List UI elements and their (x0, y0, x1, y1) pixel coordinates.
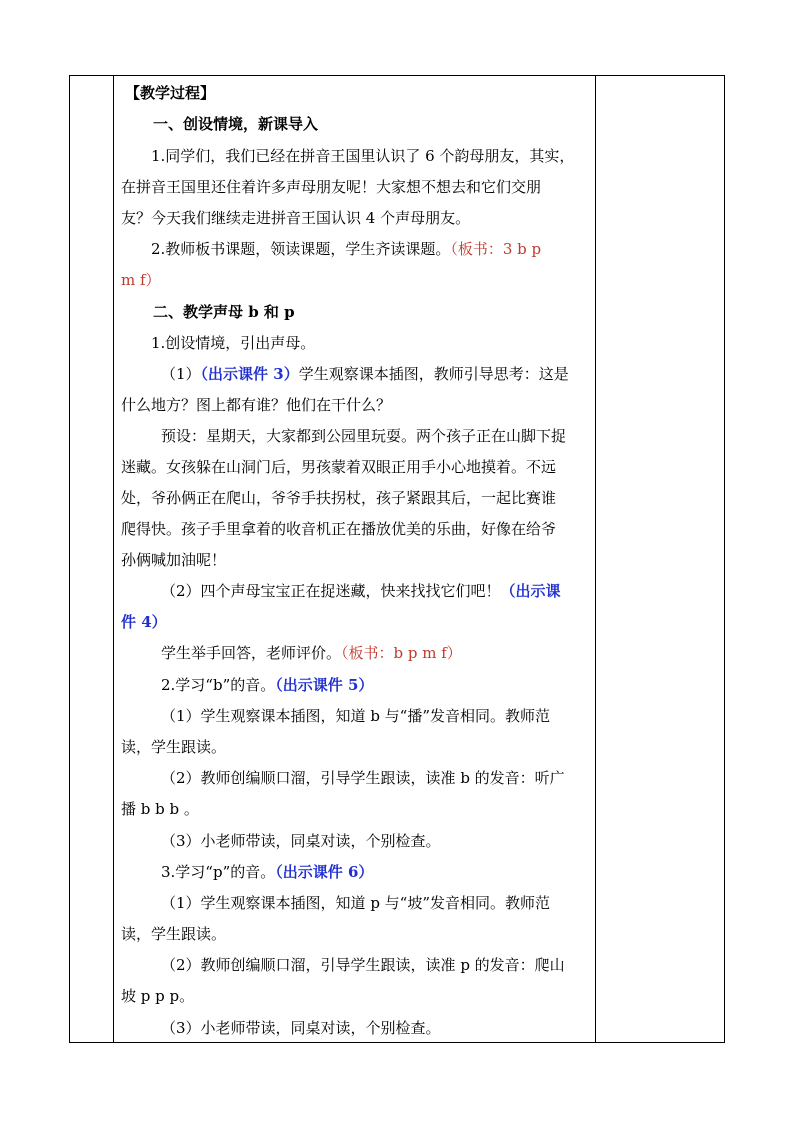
paragraph-line: 在拼音王国里还住着许多声母朋友呢！大家想不想去和它们交朋 (121, 178, 542, 196)
step-title (161, 675, 373, 695)
heading-intro: 一、创设情境，新课导入 (153, 115, 319, 133)
column-divider-left (113, 76, 114, 1042)
paragraph-text: 学生观察课本插图，教师引导思考：这是 (298, 365, 569, 383)
paragraph-line: 坡 p p p。 (121, 987, 195, 1005)
paragraph-line: 孙俩喊加油呢！ (121, 551, 227, 569)
paragraph-line: 读，学生跟读。 (121, 925, 227, 943)
board-note: （板书：b p m f） (341, 644, 462, 662)
paragraph-line: （1）学生观察课本插图，知道 p 与“坡”发音相同。教师范 (161, 894, 551, 912)
paragraph-line (151, 239, 541, 259)
step-title: 1.创设情境，引出声母。 (151, 334, 316, 352)
paragraph-line (161, 581, 561, 601)
section-title: 【教学过程】 (125, 84, 216, 102)
slide-reference: （出示课件 6） (275, 863, 374, 881)
paragraph-line: （2）教师创编顺口溜，引导学生跟读，读准 p 的发音：爬山 (161, 956, 565, 974)
paragraph-line: 迷藏。女孩躲在山洞门后，男孩蒙着双眼正用手小心地摸着。不远 (121, 458, 557, 476)
board-note: m f） (121, 271, 161, 289)
paragraph-line: （1）学生观察课本插图，知道 b 与“播”发音相同。教师范 (161, 707, 551, 725)
paragraph-line (161, 364, 569, 384)
paragraph-text: （2）四个声母宝宝正在捉迷藏，快来找找它们吧！ (161, 582, 501, 600)
step-text: 3.学习“p”的音。 (161, 863, 276, 881)
heading-consonants: 二、教学声母 b 和 p (153, 303, 295, 321)
step-text: 2.学习“b”的音。 (161, 676, 276, 694)
paragraph-line: 播 b b b 。 (121, 800, 199, 818)
paragraph-line: 读，学生跟读。 (121, 738, 227, 756)
step-title (161, 862, 373, 882)
slide-reference: （出示课 (500, 582, 561, 600)
slide-reference: （出示课件 5） (275, 676, 374, 694)
paragraph-line: （3）小老师带读，同桌对读，个别检查。 (161, 1019, 441, 1037)
paragraph-line: （2）教师创编顺口溜，引导学生跟读，读准 b 的发音：听广 (161, 769, 565, 787)
paragraph-line: 什么地方？图上都有谁？他们在干什么？ (121, 396, 392, 414)
step-number: （1） (161, 365, 201, 383)
paragraph-line: 处，爷孙俩正在爬山，爷爷手扶拐杖，孩子紧跟其后，一起比赛谁 (121, 489, 557, 507)
paragraph-line: （3）小老师带读，同桌对读，个别检查。 (161, 832, 441, 850)
paragraph-text: 学生举手回答，老师评价。 (161, 644, 342, 662)
paragraph-line: 预设：星期天，大家都到公园里玩耍。两个孩子正在山脚下捉 (161, 427, 567, 445)
paragraph-line: 爬得快。孩子手里拿着的收音机正在播放优美的乐曲，好像在给爷 (121, 520, 557, 538)
paragraph-line: 友？今天我们继续走进拼音王国认识 4 个声母朋友。 (121, 209, 471, 227)
paragraph-text: 2.教师板书课题，领读课题，学生齐读课题。 (151, 240, 451, 258)
column-divider-right (595, 76, 596, 1042)
slide-reference: 件 4） (121, 613, 167, 631)
paragraph-line (161, 643, 462, 663)
slide-reference: （出示课件 3） (200, 365, 299, 383)
paragraph-line: 1.同学们，我们已经在拼音王国里认识了 6 个韵母朋友，其实， (151, 147, 575, 165)
board-note: （板书：3 b p (450, 240, 542, 258)
